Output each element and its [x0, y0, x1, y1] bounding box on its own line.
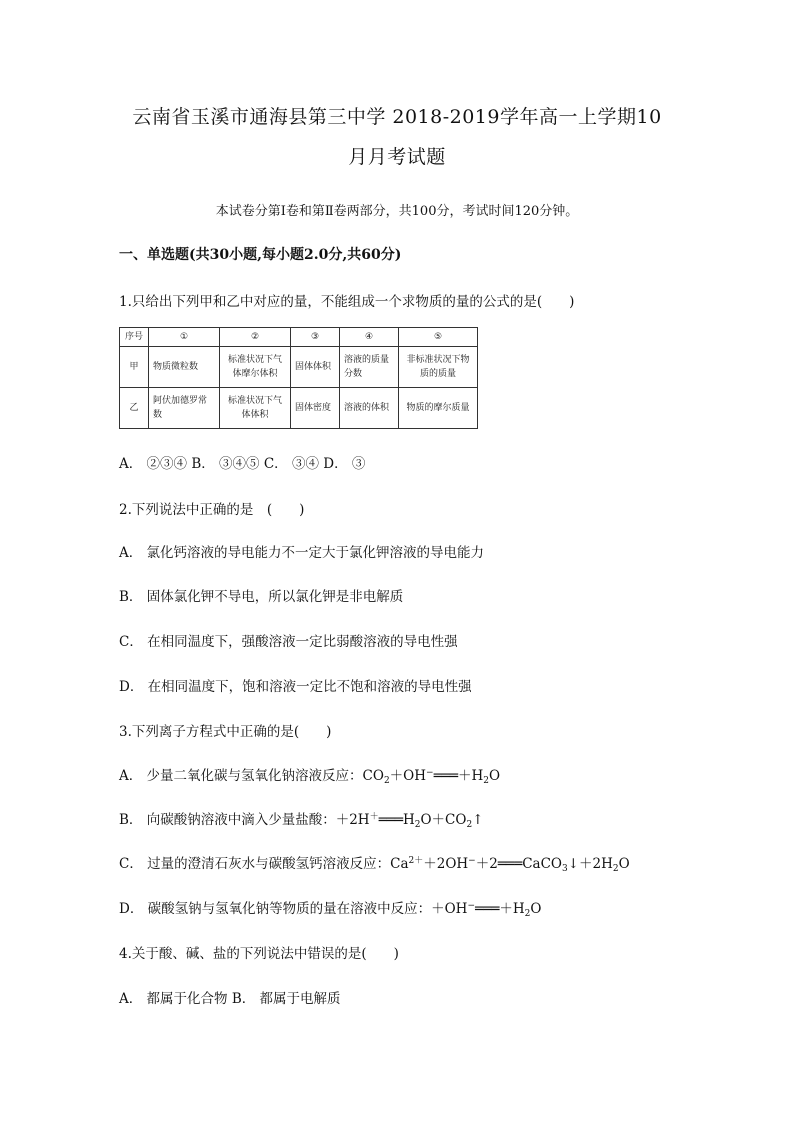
- table-cell: 物质微粒数: [149, 347, 220, 388]
- q2-stem: 2.下列说法中正确的是 ( ): [119, 502, 305, 518]
- q3-c-text: ＋2OH: [423, 856, 469, 872]
- q3-option-c: [119, 852, 630, 872]
- q3-c-text: ↓＋2H: [567, 856, 613, 872]
- q3-b-text: B． 向碳酸钠溶液中滴入少量盐酸：＋2H: [119, 812, 370, 828]
- q3-option-d: [119, 897, 541, 917]
- q2-option-b: B． 固体氯化钾不导电，所以氯化钾是非电解质: [119, 589, 404, 605]
- q3-d-text: O: [530, 901, 542, 917]
- q3-stem: 3.下列离子方程式中正确的是( ): [119, 724, 332, 740]
- q3-a-text: O: [488, 768, 501, 784]
- q3-c-text: C． 过量的澄清石灰水与碳酸氢钙溶液反应：Ca: [119, 856, 409, 872]
- q1-options: A． ②③④ B． ③④⑤ C． ③④ D． ③: [119, 456, 366, 472]
- q3-c-text: O: [618, 856, 630, 872]
- table-cell: 乙: [120, 388, 149, 429]
- table-cell: ⑤: [399, 328, 478, 347]
- exam-title-line1: 云南省玉溪市通海县第三中学 2018-2019学年高一上学期10: [132, 106, 662, 128]
- q1-table: [119, 327, 478, 429]
- q3-option-b: [119, 808, 484, 828]
- subscript: 2: [414, 820, 421, 830]
- exam-note: 本试卷分第Ⅰ卷和第Ⅱ卷两部分，共100分，考试时间120分钟。: [215, 204, 579, 219]
- q1-stem: 1.只给出下列甲和乙中对应的量，不能组成一个求物质的量的公式的是( ): [119, 294, 575, 310]
- subscript: 2: [612, 864, 619, 874]
- table-cell: 固体体积: [291, 347, 340, 388]
- subscript: 2: [483, 776, 489, 786]
- table-cell: 甲: [120, 347, 149, 388]
- table-cell: ④: [340, 328, 399, 347]
- q3-b-text: ↑: [472, 812, 484, 828]
- superscript: −: [468, 856, 476, 866]
- table-cell: ①: [149, 328, 220, 347]
- table-cell: 阿伏加德罗常数: [149, 388, 220, 429]
- q3-a-text: ＋OH: [389, 768, 427, 784]
- q3-b-text: ═══H: [378, 812, 415, 828]
- table-cell: 标准状况下气体体积: [220, 388, 291, 429]
- table-cell: 非标准状况下物质的质量: [399, 347, 478, 388]
- superscript: −: [467, 901, 476, 911]
- q3-b-text: O＋CO: [420, 812, 467, 828]
- superscript: 2＋: [408, 856, 424, 866]
- q2-option-c: C． 在相同温度下，强酸溶液一定比弱酸溶液的导电性强: [119, 634, 458, 650]
- q3-option-a: [119, 764, 500, 784]
- q3-d-text: ═══＋H: [475, 901, 525, 917]
- superscript: −: [426, 768, 434, 778]
- table-cell: 标准状况下气体摩尔体积: [220, 347, 291, 388]
- q4-stem: 4.关于酸、碱、盐的下列说法中错误的是( ): [119, 946, 399, 962]
- exam-title-line2: 月月考试题: [348, 146, 446, 168]
- q3-a-text: A． 少量二氧化碳与氢氧化钠溶液反应：CO: [119, 768, 384, 784]
- table-cell: 溶液的体积: [340, 388, 399, 429]
- q3-a-text: ═══＋H: [433, 768, 484, 784]
- q2-option-d: D． 在相同温度下，饱和溶液一定比不饱和溶液的导电性强: [119, 679, 472, 695]
- q4-options-ab: A． 都属于化合物 B． 都属于电解质: [119, 991, 341, 1007]
- q2-option-a: A． 氯化钙溶液的导电能力不一定大于氯化钾溶液的导电能力: [119, 545, 485, 561]
- table-header-row: [120, 328, 478, 347]
- superscript: ＋: [369, 812, 379, 822]
- subscript: 3: [561, 864, 568, 874]
- q3-c-text: ＋2═══CaCO: [475, 856, 562, 872]
- table-cell: 固体密度: [291, 388, 340, 429]
- table-cell: 物质的摩尔质量: [399, 388, 478, 429]
- table-cell: 溶液的质量分数: [340, 347, 399, 388]
- q3-d-text: D． 碳酸氢钠与氢氧化钠等物质的量在溶液中反应：＋OH: [119, 901, 468, 917]
- table-row: [120, 347, 478, 388]
- subscript: 2: [383, 776, 390, 786]
- section-heading: 一、单选题(共30小题,每小题2.0分,共60分): [119, 247, 402, 263]
- subscript: 2: [466, 820, 473, 830]
- table-cell: ②: [220, 328, 291, 347]
- subscript: 2: [524, 909, 531, 919]
- table-cell: 序号: [120, 328, 149, 347]
- table-row: [120, 388, 478, 429]
- table-cell: ③: [291, 328, 340, 347]
